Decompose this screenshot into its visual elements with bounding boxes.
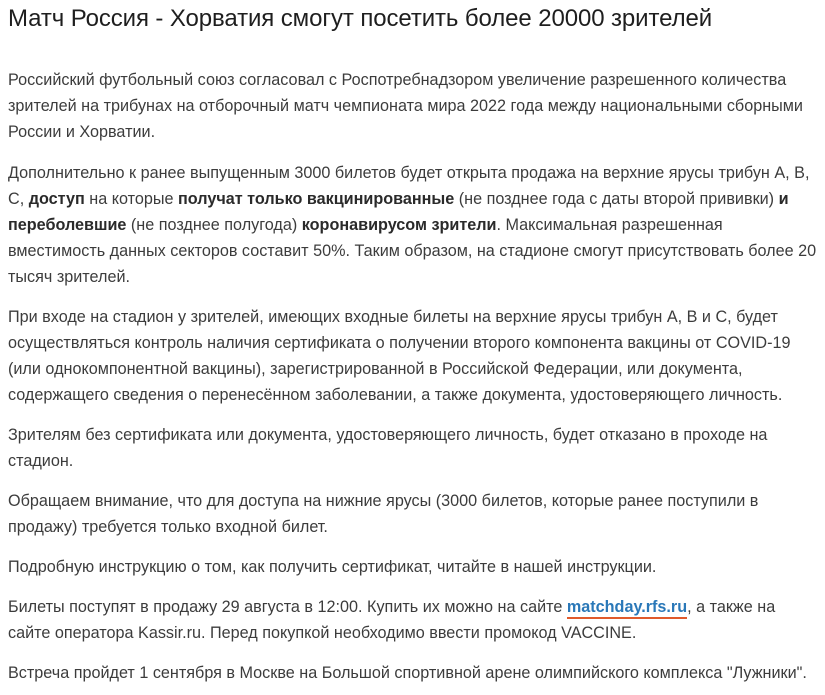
paragraph-venue: Встреча пройдет 1 сентября в Москве на Большой спортивной арене олимпийского комплекса "Лужники". xyxy=(8,664,807,682)
text-run: Билеты поступят в продажу 29 августа в 12:00. Купить их можно на сайте xyxy=(8,598,567,616)
text-run: на которые xyxy=(84,190,178,208)
text-run: . Максимальная разрешенная вместимость данных секторов составит 50%. Таким образом, на стадионе смогут присутствовать более 20 тысяч зрителей. xyxy=(8,216,817,286)
matchday-link[interactable]: matchday.rfs.ru xyxy=(567,598,687,619)
paragraph-additional-sales xyxy=(8,160,817,290)
text-run: , а также на сайте оператора Kassir.ru. Перед покупкой необходимо ввести промокод VACCINE. xyxy=(8,598,776,642)
text-run: (не позднее года с даты второй прививки) xyxy=(454,190,779,208)
paragraph-ticket-sales xyxy=(8,594,817,646)
paragraph-entry-control: При входе на стадион у зрителей, имеющих входные билеты на верхние ярусы трибун A, B и C, будет осуществляться контроль наличия сертификата о получении второго компонента вакцины от COVID-19 (или однокомпонентной вакцины), зарегистрированной в Российской Федерации, или документа, содержащего сведения о перенесённом заболевании, а также документа, удостоверяющего личность. xyxy=(8,308,791,404)
text-run: (не позднее полугода) xyxy=(126,216,302,234)
paragraph-denial: Зрителям без сертификата или документа, удостоверяющего личность, будет отказано в проходе на стадион. xyxy=(8,426,768,470)
paragraph-lower-tiers: Обращаем внимание, что для доступа на нижние ярусы (3000 билетов, которые ранее поступили в продажу) требуется только входной билет. xyxy=(8,492,759,536)
bold-vaccinated: получат только вакцинированные xyxy=(178,190,455,208)
bold-access: доступ xyxy=(28,190,85,208)
text-run: Дополнительно к ранее выпущенным 3000 билетов будет открыта продажа на верхние ярусы трибун A, B, C, xyxy=(8,164,810,208)
bold-recovered: и переболевшие xyxy=(8,190,789,234)
bold-covid-viewers: коронавирусом зрители xyxy=(301,216,497,234)
paragraph-instruction: Подробную инструкцию о том, как получить сертификат, читайте в нашей инструкции. xyxy=(8,558,657,576)
paragraph-intro: Российский футбольный союз согласовал с Роспотребнадзором увеличение разрешенного количества зрителей на трибунах на отборочный матч чемпионата мира 2022 года между национальными сборными России и Хорватии. xyxy=(8,71,803,141)
article-title: Матч Россия - Хорватия смогут посетить более 20000 зрителей xyxy=(8,5,713,32)
